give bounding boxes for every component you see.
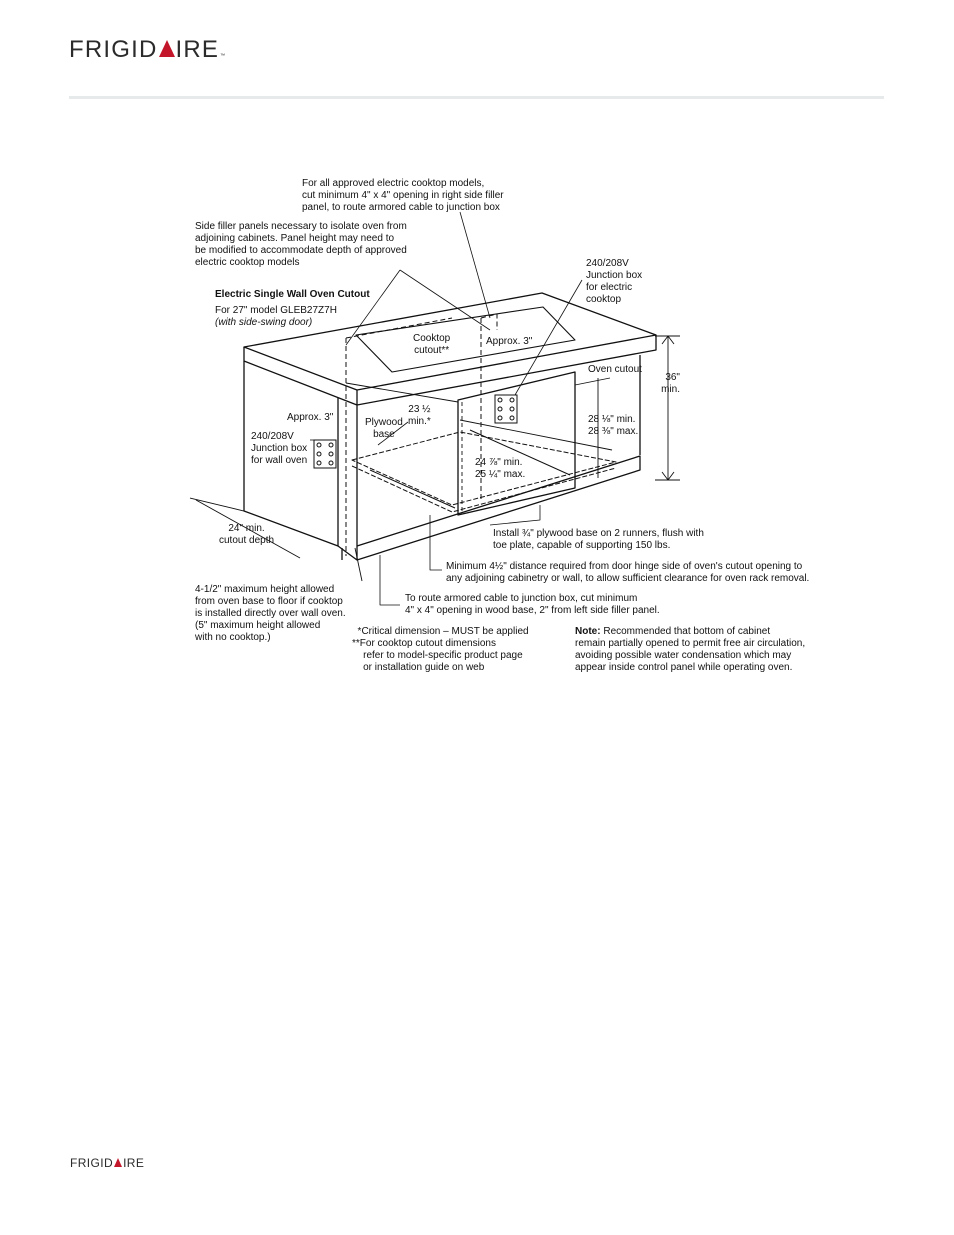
label-cutout-height: 28 ⅛" min. 28 ⅜" max. <box>588 414 639 437</box>
label-depth-24: 24" min. cutout depth <box>219 523 275 546</box>
runner-left <box>370 470 455 508</box>
junction-box-cooktop-icon <box>495 395 517 423</box>
note-heading: Note: <box>575 626 601 637</box>
diagram-title: Electric Single Wall Oven Cutout <box>215 289 370 300</box>
model-line: For 27" model GLEB27Z7H <box>215 305 337 316</box>
label-plywood-base: Plywood base <box>365 417 403 440</box>
label-side-filler: Side filler panels necessary to isolate oven from adjoining cabinets. Panel height may need to be modified to accommodate depth of approved electric cooktop models <box>195 221 407 268</box>
label-max-height: 4-1/2" maximum height allowed from oven base to floor if cooktop is installed directly over wall oven. (5" maximum height allowed with no cooktop.) <box>195 584 346 643</box>
label-oven-cutout: Oven cutout <box>588 364 642 375</box>
label-route-cable: To route armored cable to junction box, cut minimum 4" x 4" opening in wood base, 2" from left side filler panel. <box>405 593 660 616</box>
label-jbox-cooktop: 240/208V Junction box for electric cooktop <box>586 258 643 305</box>
label-jbox-wall-oven: 240/208V Junction box for wall oven <box>251 431 308 466</box>
cabinet-front <box>338 405 357 560</box>
junction-box-wall-oven-icon <box>314 440 336 468</box>
label-plywood-install: Install ¾" plywood base on 2 runners, flush with toe plate, capable of supporting 150 lbs. <box>493 528 704 551</box>
label-approx3-left: Approx. 3" <box>287 412 334 423</box>
footer-logo <box>70 1156 144 1170</box>
footer-logo-text-1: FRIGID <box>70 1156 114 1170</box>
label-height-36: 36" min. <box>661 372 680 395</box>
door-note: (with side-swing door) <box>215 317 313 328</box>
label-width-23: 23 ½ min.* <box>408 404 431 427</box>
label-cooktop-cutout: Cooktop cutout** <box>413 333 451 356</box>
label-hinge-distance: Minimum 4½" distance required from door hinge side of oven's cutout opening to any adjoining cabinetry or wall, to allow sufficient clearance for oven rack removal. <box>446 561 810 584</box>
label-cutout-width: 24 ⅞" min. 25 ¼" max. <box>475 457 526 480</box>
oven-cutout-opening <box>458 372 575 515</box>
note-body: Recommended that bottom of cabinet remain partially opened to permit free air circulation, avoiding possible water condensation which may appear inside control panel while operating oven. <box>575 626 806 673</box>
label-critical-notes: *Critical dimension – MUST be applied **For cooktop cutout dimensions refer to model-specific product page or installation guide on web <box>352 626 529 673</box>
brand-logo-tm: ™ <box>220 53 227 59</box>
label-note <box>575 626 805 674</box>
label-filler-opening: For all approved electric cooktop models, cut minimum 4" x 4" opening in right side filler panel, to route armored cable to junction box <box>302 178 504 213</box>
brand-logo-text-2: IRE <box>175 36 220 63</box>
footer-logo-triangle-icon <box>114 1158 122 1167</box>
footer-logo-text-2: IRE <box>123 1156 145 1170</box>
label-approx3-top: Approx. 3" <box>486 336 533 347</box>
brand-logo-text-1: FRIGID <box>69 36 158 63</box>
